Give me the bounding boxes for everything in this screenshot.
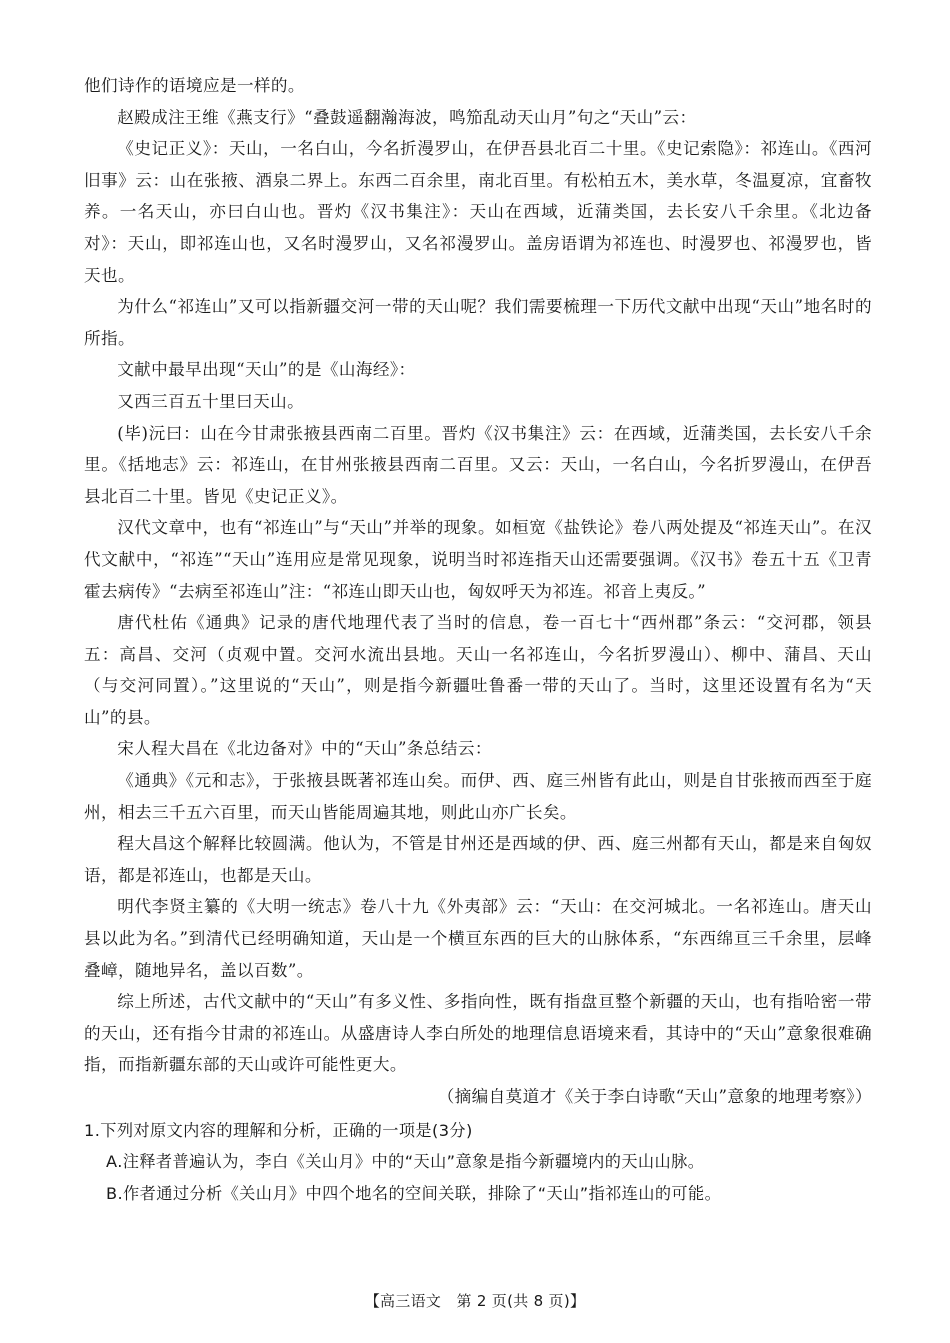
page-footer: 【高三语文 第 2 页(共 8 页)】 [364,1292,586,1310]
reading-passage [84,70,872,1113]
passage-paragraph: 汉代文章中，也有“祁连山”与“天山”并举的现象。如桓宽《盐铁论》卷八两处提及“祁连天山”。在汉代文献中，“祁连”“天山”连用应是常见现象，说明当时祁连指天山还需要强调。《汉书》卷五十五《卫青霍去病传》“去病至祁连山”注：“祁连山即天山也，匈奴呼天为祁连。祁音上夷反。” [84,518,872,601]
passage-paragraph: 程大昌这个解释比较圆满。他认为，不管是甘州还是西域的伊、西、庭三州都有天山，都是来自匈奴语，都是祁连山，也都是天山。 [84,834,872,885]
passage-paragraph: 他们诗作的语境应是一样的。 [84,76,305,95]
source-citation: （摘编自莫道才《关于李白诗歌“天山”意象的地理考察》） [437,1087,872,1106]
question-1-option-b: B.作者通过分析《关山月》中四个地名的空间关联，排除了“天山”指祁连山的可能。 [106,1183,722,1203]
question-1-stem: 1.下列对原文内容的理解和分析，正确的一项是(3分) [84,1120,473,1140]
passage-paragraph: 明代李贤主纂的《大明一统志》卷八十九《外夷部》云：“天山：在交河城北。一名祁连山。唐天山县以此为名。”到清代已经明确知道，天山是一个横亘东西的巨大的山脉体系，“东西绵亘三千余里，层峰叠嶂，随地异名，盖以百数”。 [84,897,872,980]
passage-paragraph: 《通典》《元和志》，于张掖县既著祁连山矣。而伊、西、庭三州皆有此山，则是自甘张掖而西至于庭州，相去三千五六百里，而天山皆能周遍其地，则此山亦广长矣。 [84,771,872,822]
passage-paragraph: 宋人程大昌在《北边备对》中的“天山”条总结云： [117,739,492,759]
passage-paragraph: 文献中最早出现“天山”的是《山海经》： [117,360,416,380]
passage-paragraph: 又西三百五十里曰天山。 [117,391,305,411]
passage-paragraph: 《史记正义》：天山，一名白山，今名折漫罗山，在伊吾县北百二十里。《史记索隐》：祁连山。《西河旧事》云：山在张掖、酒泉二界上。东西二百余里，南北百里。有松柏五木，美水草，冬温夏凉，宜畜牧养。一名天山，亦曰白山也。晋灼《汉书集注》：天山在西域，近蒲类国，去长安八千余里。《北边备对》：天山，即祁连山也，又名时漫罗山，又名祁漫罗山。盖房语谓为祁连也、时漫罗也、祁漫罗也，皆天也。 [84,139,872,285]
question-1-option-a: A.注释者普遍认为，李白《关山月》中的“天山”意象是指今新疆境内的天山山脉。 [106,1152,705,1172]
passage-paragraph: (毕)沅曰：山在今甘肃张掖县西南二百里。晋灼《汉书集注》云：在西域，近蒲类国，去长安八千余里。《括地志》云：祁连山，在甘州张掖县西南二百里。又云：天山，一名白山，今名折罗漫山，在伊吾县北百二十里。皆见《史记正义》。 [84,423,872,506]
passage-paragraph: 唐代杜佑《通典》记录的唐代地理代表了当时的信息，卷一百七十“西州郡”条云：“交河郡，领县五：高昌、交河（贞观中置。交河水流出县地。天山一名祁连山，今名折罗漫山）、柳中、蒲昌、天山（与交河同置）。”这里说的“天山”，则是指今新疆吐鲁番一带的天山了。当时，这里还设置有名为“天山”的县。 [84,613,873,727]
passage-paragraph: 为什么“祁连山”又可以指新疆交河一带的天山呢？我们需要梳理一下历代文献中出现“天山”地名时的所指。 [84,297,872,348]
passage-paragraph: 综上所述，古代文献中的“天山”有多义性、多指向性，既有指盘亘整个新疆的天山，也有指哈密一带的天山，还有指今甘肃的祁连山。从盛唐诗人李白所处的地理信息语境来看，其诗中的“天山”意象很难确指，而指新疆东部的天山或许可能性更大。 [84,992,872,1075]
passage-paragraph: 赵殿成注王维《燕支行》“叠鼓遥翻瀚海波，鸣笳乱动天山月”句之“天山”云： [117,107,697,127]
